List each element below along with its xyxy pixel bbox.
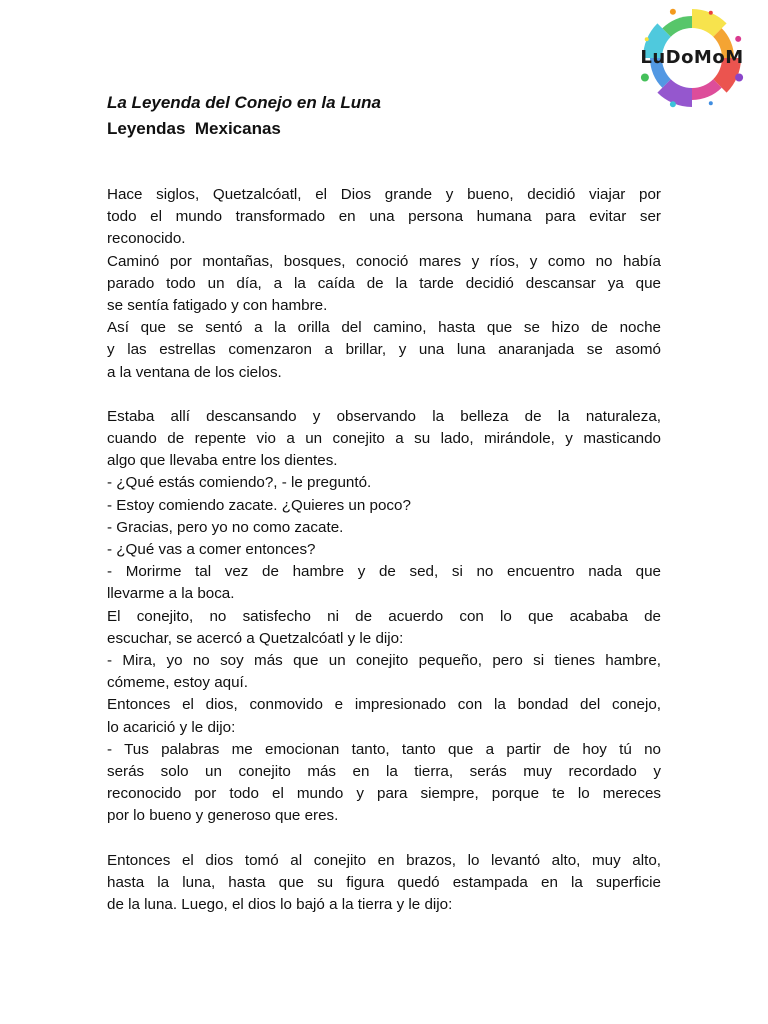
- text-line: cuando de repente vio a un conejito a su lado, mirándole, y masticando: [107, 430, 661, 448]
- dialogue-line: - Mira, yo no soy más que un conejito pequeño, pero si tienes hambre,: [107, 651, 661, 669]
- dialogue-line: - Morirme tal vez de hambre y de sed, si no encuentro nada que: [107, 563, 661, 581]
- logo-text: LuDoMoM: [640, 47, 744, 68]
- splash-droplet: [709, 11, 713, 15]
- text-line: El conejito, no satisfecho ni de acuerdo con lo que acababa de: [107, 607, 661, 625]
- dialogue-line: - Tus palabras me emocionan tanto, tanto que a partir de hoy tú no: [107, 740, 661, 758]
- text-line: todo el mundo transformado en una persona humana para evitar ser: [107, 208, 661, 226]
- splash-droplet: [670, 9, 676, 15]
- text-line: Así que se sentó a la orilla del camino, hasta que se hizo de noche: [107, 319, 661, 337]
- splash-droplet: [641, 74, 649, 82]
- text-line: Hace siglos, Quetzalcóatl, el Dios grande y bueno, decidió viajar por: [107, 186, 661, 203]
- dialogue-line: - Estoy comiendo zacate. ¿Quieres un poco?: [107, 496, 411, 514]
- splash-droplet: [645, 37, 649, 41]
- text-line: y las estrellas comenzaron a brillar, y una luna anaranjada se asomó: [107, 341, 661, 359]
- text-line: algo que llevaba entre los dientes.: [107, 452, 338, 470]
- text-line: serás solo un conejito más en la tierra, serás muy recordado y: [107, 762, 661, 780]
- paragraph-gap: [107, 384, 661, 406]
- dialogue-line: - ¿Qué estás comiendo?, - le preguntó.: [107, 474, 372, 492]
- text-line: Entonces el dios, conmovido e impresionado con la bondad del conejo,: [107, 696, 661, 714]
- paragraph: [107, 406, 661, 828]
- text-line: por lo bueno y generoso que eres.: [107, 807, 339, 825]
- splash-droplet: [735, 74, 743, 82]
- text-line: escuchar, se acercó a Quetzalcóatl y le dijo:: [107, 629, 404, 647]
- paragraph-gap: [107, 827, 661, 849]
- text-line: a la ventana de los cielos.: [107, 363, 282, 381]
- text-line: cómeme, estoy aquí.: [107, 674, 248, 692]
- text-line: de la luna. Luego, el dios lo bajó a la tierra y le dijo:: [107, 896, 453, 913]
- text-line: Entonces el dios tomó al conejito en brazos, lo levantó alto, muy alto,: [107, 851, 661, 869]
- text-line: lo acarició y le dijo:: [107, 718, 236, 736]
- paragraph: [107, 184, 661, 384]
- text-line: parado todo un día, a la caída de la tarde decidió descansar ya que: [107, 274, 661, 292]
- text-line: llevarme a la boca.: [107, 585, 235, 603]
- text-line: Caminó por montañas, bosques, conoció mares y ríos, y como no había: [107, 252, 661, 270]
- text-line: reconocido por todo el mundo y para siempre, porque te lo mereces: [107, 785, 661, 803]
- page-subtitle: Leyendas Mexicanas: [107, 119, 281, 138]
- dialogue-line: - ¿Qué vas a comer entonces?: [107, 541, 316, 558]
- dialogue-line: - Gracias, pero yo no como zacate.: [107, 518, 344, 536]
- page-title: La Leyenda del Conejo en la Luna: [107, 93, 381, 112]
- story-body: [107, 184, 661, 916]
- text-line: hasta la luna, hasta que su figura quedó estampada en la superficie: [107, 873, 661, 891]
- splash-droplet: [670, 101, 676, 107]
- ludomom-logo: [640, 4, 744, 112]
- splash-droplet: [735, 36, 741, 42]
- text-line: reconocido.: [107, 230, 186, 248]
- text-line: Estaba allí descansando y observando la belleza de la naturaleza,: [107, 407, 661, 425]
- splash-droplet: [709, 101, 713, 105]
- paragraph: [107, 850, 661, 917]
- text-line: se sentía fatigado y con hambre.: [107, 296, 328, 314]
